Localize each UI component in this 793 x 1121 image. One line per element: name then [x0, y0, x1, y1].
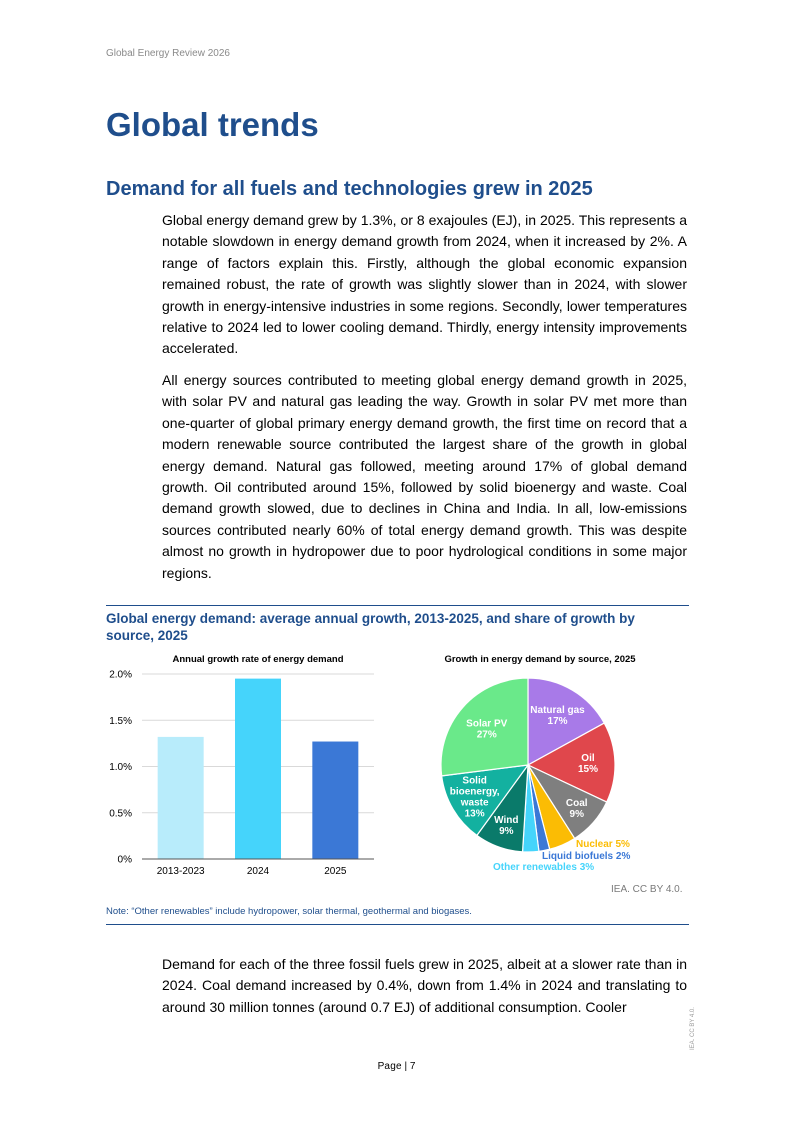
- paragraph: All energy sources contributed to meeting global energy demand growth in 2025, with solar PV and natural gas leading the way. Growth in solar PV met more than one-quarter of global primary energy demand growth, the first time on record that a modern renewable source contributed the largest share of the growth in global energy demand. Natural gas followed, meeting around 17% of global demand growth. Oil contributed around 15%, followed by solid bioenergy and waste. Coal demand growth slowed, due to declines in China and India. In all, low-emissions sources contributed nearly 60% of total energy demand growth. This was despite almost no growth in hydropower due to poor hydrological conditions in some major regions.: [162, 372, 687, 581]
- page-number: 7: [409, 1061, 416, 1072]
- pie-label-liquid-biofuels: Liquid biofuels 2%: [542, 851, 631, 862]
- page-title: Global trends: [106, 106, 319, 143]
- pie-label-wind: Wind: [494, 815, 519, 827]
- pie-label-solid-bioenergy: 13%: [464, 808, 485, 820]
- pie-label-wind: 9%: [499, 826, 514, 838]
- pie-label-oil: Oil: [581, 753, 595, 765]
- pie-label-solid-bioenergy: bioenergy,: [449, 786, 500, 798]
- x-tick-label: 2013-2023: [156, 866, 205, 877]
- y-tick-label: 0%: [117, 854, 132, 866]
- pie-label-other-renewables: Other renewables 3%: [493, 862, 595, 873]
- figure-bottom-rule: [106, 924, 689, 925]
- figure-title: Global energy demand: average annual growth, 2013-2025, and share of growth by source, 2025: [106, 611, 635, 643]
- figure-source: IEA. CC BY 4.0.: [611, 884, 683, 895]
- pie-label-coal: Coal: [565, 797, 588, 809]
- x-tick-label: 2024: [246, 866, 270, 877]
- section-heading: Demand for all fuels and technologies grew in 2025: [106, 178, 593, 200]
- pie-label-solid-bioenergy: waste: [460, 797, 489, 809]
- bar-2025: [312, 742, 358, 859]
- y-tick-label: 2.0%: [109, 669, 132, 681]
- pie-label-solar-pv: Solar PV: [466, 718, 508, 730]
- pie-label-solar-pv: 27%: [476, 729, 497, 741]
- x-tick-label: 2025: [324, 866, 347, 877]
- paragraph: Global energy demand grew by 1.3%, or 8 exajoules (EJ), in 2025. This represents a notable slowdown in energy demand growth from 2024, when it increased by 2%. A range of factors explain this. Firstly, although the global economic expansion remained robust, the rate of growth was slightly slower than in 2024, with slower growth in energy-intensive industries in some regions. Secondly, lower temperatures relative to 2024 led to lower cooling demand. Thirdly, energy intensity improvements accelerated.: [162, 212, 687, 357]
- running-header: Global Energy Review 2026: [106, 48, 230, 59]
- bar-2024: [235, 679, 281, 859]
- side-license: IEA. CC BY 4.0.: [690, 1007, 696, 1050]
- pie-label-solid-bioenergy: Solid: [462, 775, 487, 787]
- page-footer: [0, 1061, 793, 1072]
- page-label: Page: [377, 1061, 402, 1072]
- y-tick-label: 1.0%: [109, 762, 132, 773]
- paragraph: Demand for each of the three fossil fuels grew in 2025, albeit at a slower rate than in 2024. Coal demand increased by 0.4%, down from 1.4% in 2024 and translating to around 30 million tonnes (around 0.7 EJ) of additional consumption. Cooler: [162, 956, 687, 1015]
- pie-label-nuclear: Nuclear 5%: [576, 839, 630, 850]
- y-tick-label: 0.5%: [109, 808, 132, 820]
- pie-label-coal: 9%: [569, 808, 584, 820]
- pie-label-natural-gas: 17%: [547, 716, 568, 728]
- pie-label-natural-gas: Natural gas: [530, 705, 585, 717]
- page-separator: |: [401, 1061, 410, 1072]
- pie-label-oil: 15%: [577, 764, 598, 776]
- pie-chart: [400, 665, 680, 885]
- bar-chart: [100, 665, 400, 885]
- pie-chart-title: Growth in energy demand by source, 2025: [444, 654, 636, 665]
- bar-chart-title: Annual growth rate of energy demand: [172, 654, 344, 665]
- y-tick-label: 1.5%: [109, 715, 132, 727]
- figure-top-rule: [106, 605, 689, 606]
- bar-2013-2023: [158, 737, 204, 859]
- figure-note: Note: “Other renewables” include hydropower, solar thermal, geothermal and biogases.: [106, 906, 472, 917]
